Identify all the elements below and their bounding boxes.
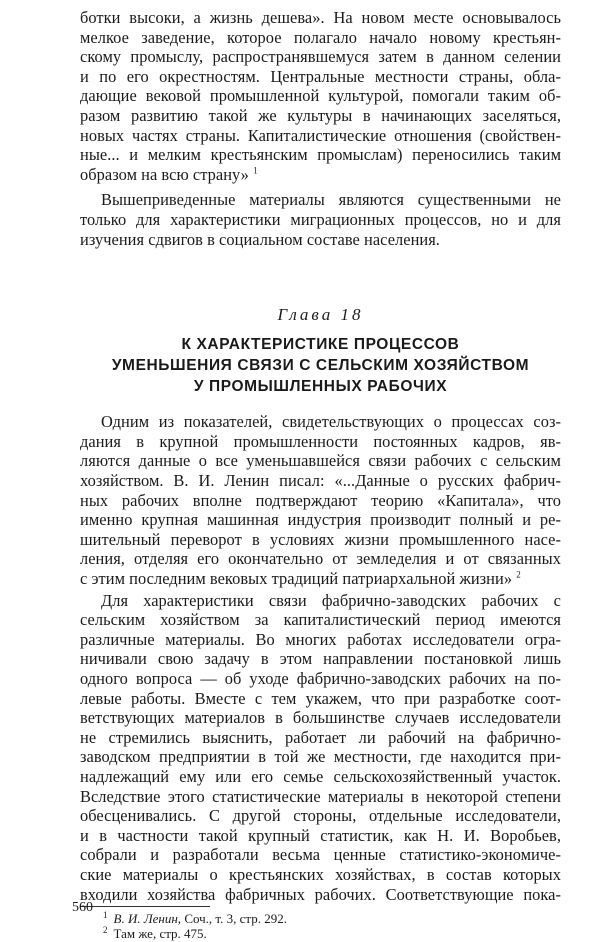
top-paragraph-line: разом развитию такой же культуры в начинающих заселяться, xyxy=(80,106,561,125)
paragraph-line: Вследствие этого статистические материалы в некоторой степени xyxy=(80,786,561,806)
footnote-divider xyxy=(80,906,210,907)
top-paragraph-last-line xyxy=(80,165,561,185)
footnote-text: Там же, стр. 475. xyxy=(113,926,207,942)
page-number: 560 xyxy=(72,900,93,915)
chapter-label: Глава 18 xyxy=(277,305,364,325)
footnote-ref-1: 1 xyxy=(253,165,258,176)
paragraph-line: ничивали свою задачу в этом направлении постановкой лишь xyxy=(80,649,561,669)
paragraph-line: не стремились выяснить, работает ли рабочий на фабрично- xyxy=(80,727,561,747)
paragraph-line: надлежащий ему или его семье сельскохозяйственный участок. xyxy=(80,767,561,786)
top-paragraph-line: скому промыслу, распространявшемуся затем в данном селении xyxy=(80,47,561,67)
footnote-number: 2 xyxy=(103,924,108,935)
paragraph-line: заводском предприятии в той же местности, где находится при- xyxy=(80,747,561,767)
paragraph-line: собрали и разработали весьма ценные статистико-экономиче- xyxy=(80,845,561,865)
paragraph-line: Для характеристики связи фабрично-заводских рабочих с xyxy=(101,590,561,610)
footnote-author: В. И. Ленин, xyxy=(113,911,182,927)
top-paragraph-line: и по его окрестностям. Центральные местности страны, обла- xyxy=(80,66,561,86)
second-paragraph-line: Вышеприведенные материалы являются существенными не xyxy=(101,190,561,210)
top-paragraph-line: дающие вековой промышленной культурой, помогали таким об- xyxy=(80,86,561,106)
footnote-ref-2: 2 xyxy=(516,569,521,580)
chapter-title-line: К ХАРАКТЕРИСТИКЕ ПРОЦЕССОВ xyxy=(181,336,460,354)
second-paragraph-line: только для характеристики миграционных процессов, но и для xyxy=(80,210,561,229)
paragraph-line: входили хозяйства фабричных рабочих. Соответствующие пока- xyxy=(80,884,561,904)
paragraph-three-last-line xyxy=(80,569,561,589)
paragraph-line: с этим последним вековых традиций патриархальной жизни» xyxy=(80,569,513,588)
footnote-text: Соч., т. 3, стр. 292. xyxy=(181,911,287,927)
footnote-1 xyxy=(103,911,287,927)
paragraph-line: различные материалы. Во многих работах исследователи огра- xyxy=(80,629,561,649)
top-paragraph-line: новых частях страны. Капиталистические отношения (свойствен- xyxy=(80,125,561,145)
paragraph-line: одного вопроса — об уходе фабрично-заводских рабочих на по- xyxy=(80,669,561,688)
paragraph-line: ские материалы о крестьянских хозяйствах, в состав которых xyxy=(80,865,561,884)
top-paragraph-line: ботки высоки, а жизнь дешева». На новом месте основывалось xyxy=(80,8,561,27)
paragraph-line: ления, отделяя его окончательно от земледелия и от связанных xyxy=(80,549,561,569)
paragraph-line: и в частности такой крупный статистик, как Н. И. Воробьев, xyxy=(80,825,561,845)
chapter-title-line: УМЕНЬШЕНИЯ СВЯЗИ С СЕЛЬСКИМ ХОЗЯЙСТВОМ xyxy=(111,357,530,375)
paragraph-line: левые работы. Вместе с тем укажем, что при разработке соот- xyxy=(80,688,561,708)
paragraph-line: именно крупная машинная индустрия производит полный и ре- xyxy=(80,510,561,530)
paragraph-line: шительный переворот в условиях жизни промышленного насе- xyxy=(80,529,561,549)
second-paragraph-line: изучения сдвигов в социальном составе населения. xyxy=(80,229,440,249)
top-paragraph-line: мелкое заведение, которое полагало начало новому крестьян- xyxy=(80,27,561,47)
paragraph-line: хозяйством. В. И. Ленин писал: «...Данные о русских фабрич- xyxy=(80,471,561,490)
chapter-title-line: У ПРОМЫШЛЕННЫХ РАБОЧИХ xyxy=(193,378,448,396)
paragraph-line: Одним из показателей, свидетельствующих о процессах соз- xyxy=(101,412,561,432)
paragraph-line: дания в крупной промышленности постоянных кадров, яв- xyxy=(80,431,561,451)
paragraph-line: ляются данные о все уменьшавшейся связи рабочих с сельским xyxy=(80,451,561,471)
footnote-number: 1 xyxy=(103,909,108,920)
paragraph-line: обесценивались. С другой стороны, отдельные исследователи, xyxy=(80,806,561,826)
paragraph-line: сельским хозяйством за капиталистический период имеются xyxy=(80,610,561,630)
top-paragraph-line: ные... и мелким крестьянским промыслам) переносились таким xyxy=(80,145,561,165)
paragraph-line: ных рабочих вполне подтверждают теорию «Капитала», что xyxy=(80,490,561,510)
footnote-2 xyxy=(103,926,207,942)
text-column xyxy=(72,0,561,942)
top-paragraph-line: образом на всю страну» xyxy=(80,164,249,184)
paragraph-line: ветствующих материалов в большинстве случаев исследователи xyxy=(80,708,561,728)
